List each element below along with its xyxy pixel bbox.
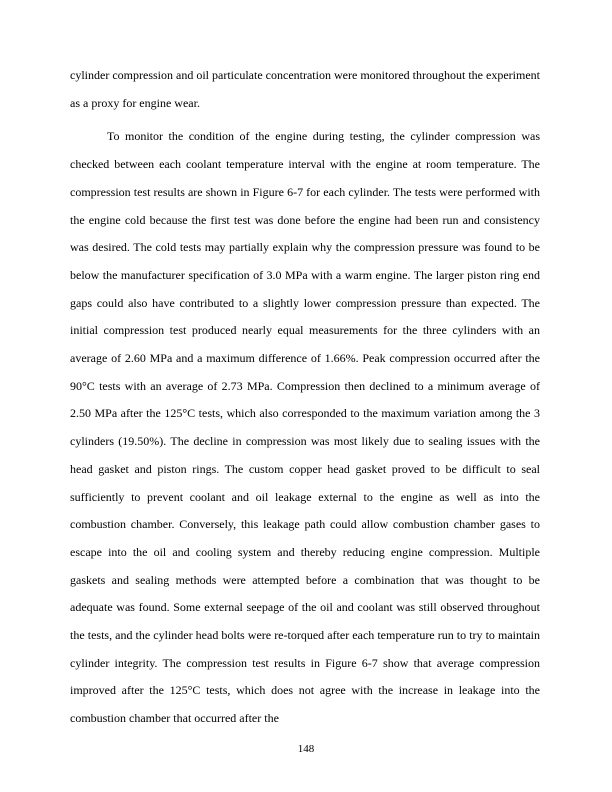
paragraph-continuation: cylinder compression and oil particulate concentration were monitored throughout the experiment as a proxy for engine wear. <box>70 68 540 110</box>
body-text-block <box>70 62 540 733</box>
paragraph-compression-testing: To monitor the condition of the engine during testing, the cylinder compression was checked between each coolant temperature interval with the engine at room temperature. The compression test results are shown in Figure 6-7 for each cylinder. The tests were performed with the engine cold because the first test was done before the engine had been run and consistency was desired. The cold tests may partially explain why the compression pressure was found to be below the manufacturer specification of 3.0 MPa with a warm engine. The larger piston ring end gaps could also have contributed to a slightly lower compression pressure than expected. The initial compression test produced nearly equal measurements for the three cylinders with an average of 2.60 MPa and a maximum difference of 1.66%. Peak compression occurred after the 90°C tests with an average of 2.73 MPa. Compression then declined to a minimum average of 2.50 MPa after the 125°C tests, which also corresponded to the maximum variation among the 3 cylinders (19.50%). The decline in compression was most likely due to sealing issues with the head gasket and piston rings. The custom copper head gasket proved to be difficult to seal sufficiently to prevent coolant and oil leakage external to the engine as well as into the combustion chamber. Conversely, this leakage path could allow combustion chamber gases to escape into the oil and cooling system and thereby reducing engine compression. Multiple gaskets and sealing methods were attempted before a combination that was thought to be adequate was found. Some external seepage of the oil and coolant was still observed throughout the tests, and the cylinder head bolts were re-torqued after each temperature run to try to maintain cylinder integrity. The compression test results in Figure 6-7 show that average compression improved after the 125°C tests, which does not agree with the increase in leakage into the combustion chamber that occurred after the <box>70 129 540 726</box>
page-number: 148 <box>297 743 315 755</box>
